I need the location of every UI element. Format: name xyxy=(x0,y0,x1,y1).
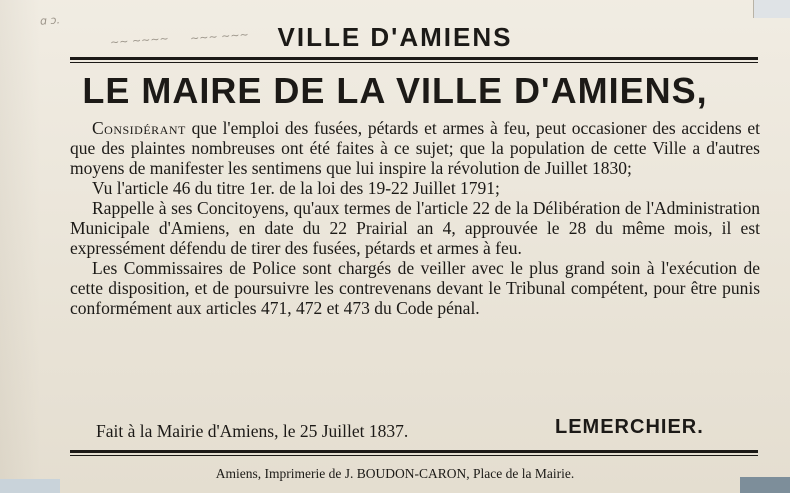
paragraph-commissaires: Les Commissaires de Police sont chargés de veiller avec le plus grand soin à l'exécution de cette disposition, et de poursuivre les contrevenans devant le Tribunal compétent, pour être punis conformément aux articles 471, 472 et 473 du Code pénal. xyxy=(70,258,760,318)
pencil-annotation: ɑ ɔ. xyxy=(39,13,61,28)
paragraph-text: que l'emploi des fusées, pétards et armes à feu, peut occasioner des accidens et que des plaintes nombreuses ont été faites à ce sujet; que la population de cette Ville a d'autres moyens de manifester les sentimens que lui inspire la révolution de Juillet 1830; xyxy=(70,118,760,178)
printer-imprint: Amiens, Imprimerie de J. BOUDON-CARON, Place de la Mairie. xyxy=(215,466,575,481)
date-line: Fait à la Mairie d'Amiens, le 25 Juillet 1837. xyxy=(96,421,409,441)
divider xyxy=(70,57,758,60)
paragraph-considerant xyxy=(70,118,760,178)
page-title: LE MAIRE DE LA VILLE D'AMIENS, xyxy=(82,70,708,111)
town-title: VILLE D'AMIENS xyxy=(277,22,513,52)
lead-word: Considérant xyxy=(92,118,186,138)
signature: LEMERCHIER. xyxy=(555,416,704,438)
decree-body xyxy=(70,118,760,318)
pencil-annotation: ~~~ ~~~ xyxy=(189,27,250,46)
paragraph-rappelle: Rappelle à ses Concitoyens, qu'aux termes de l'article 22 de la Délibération de l'Administration Municipale d'Amiens, en date du 22 Prairial an 4, approuvée le 28 du même mois, il est expressément défendu de tirer des fusées, pétards et armes à feu. xyxy=(70,198,760,258)
background-edge xyxy=(753,0,790,18)
pencil-annotation: ~~ ~~~~ xyxy=(109,31,170,50)
divider xyxy=(70,450,758,453)
divider xyxy=(70,62,758,63)
paragraph-vu: Vu l'article 46 du titre 1er. de la loi des 19-22 Juillet 1791; xyxy=(92,178,500,198)
divider xyxy=(70,455,758,456)
